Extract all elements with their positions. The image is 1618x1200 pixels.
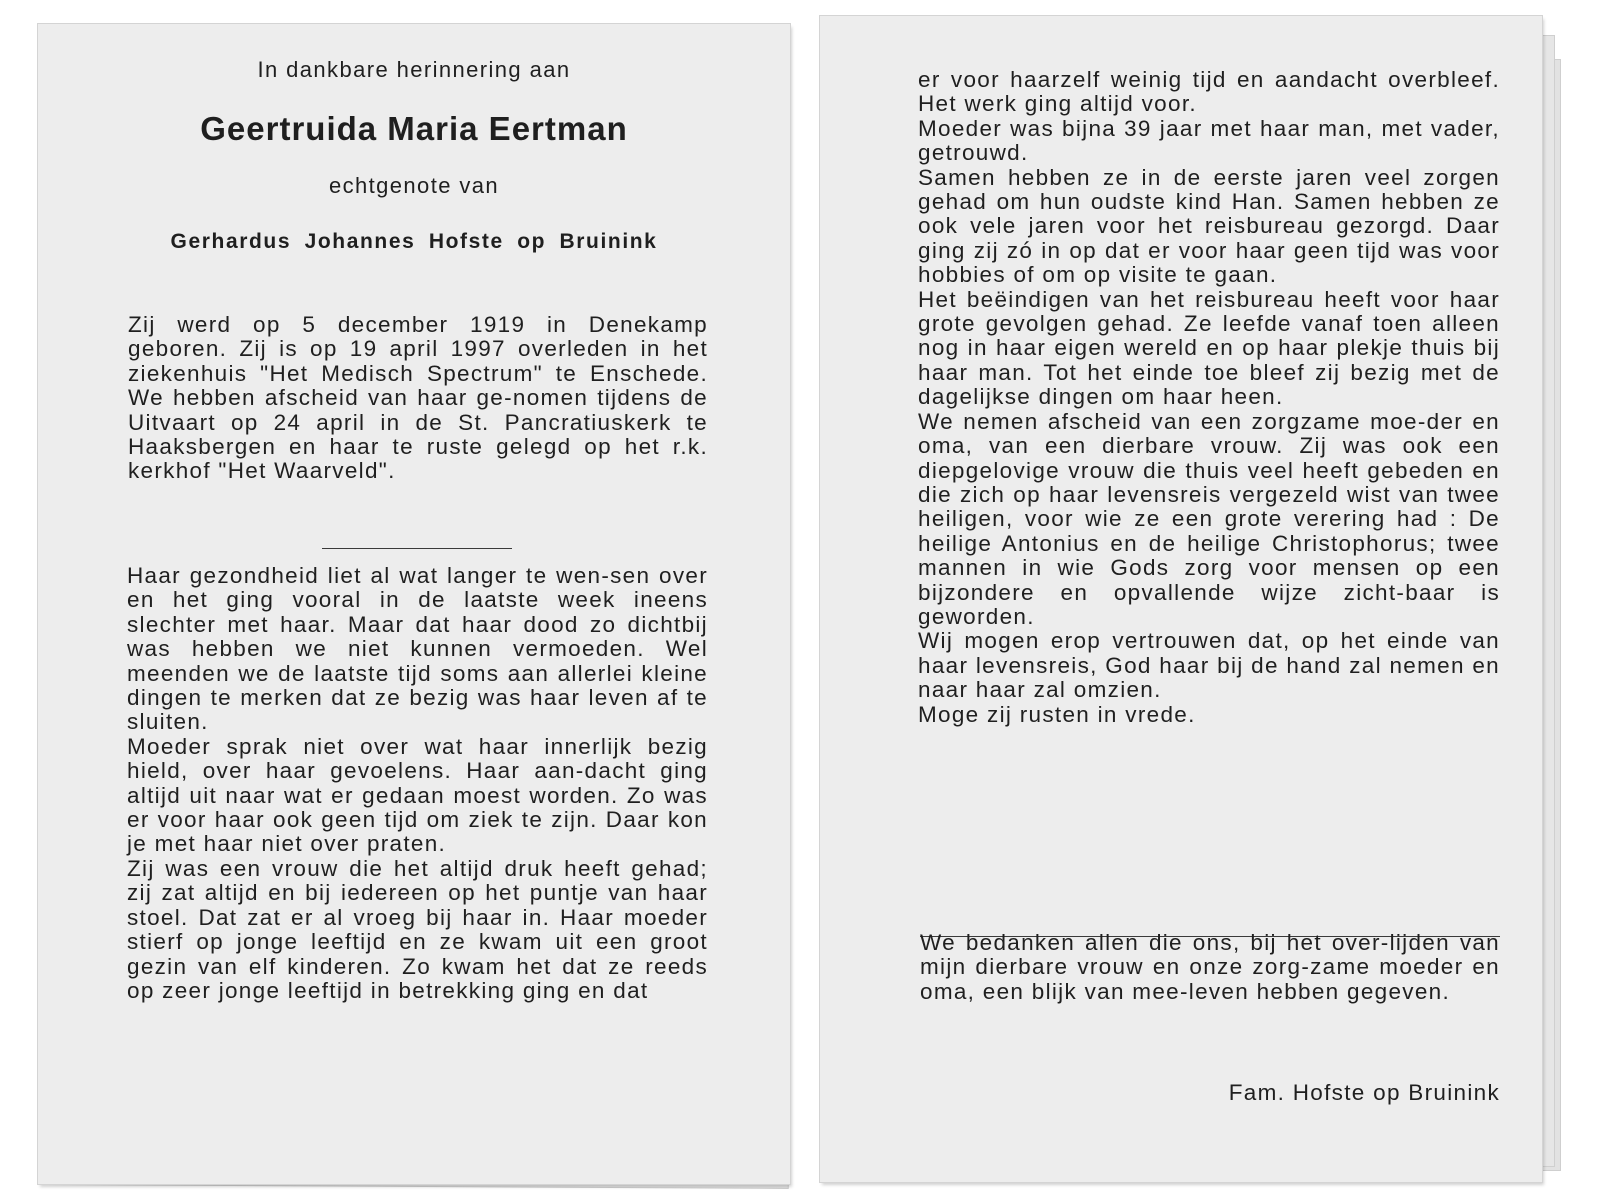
deceased-name: Geertruida Maria Eertman <box>200 110 628 147</box>
intro-line: In dankbare herinnering aan <box>257 57 571 82</box>
story-paragraph: Wij mogen erop vertrouwen dat, op het einde van haar levensreis, God haar bij de hand zal nemen en naar haar zal omzien. <box>918 628 1500 703</box>
spouse-name: Gerhardus Johannes Hofste op Bruinink <box>170 230 658 253</box>
spouse-of-label: echtgenote van <box>328 173 500 198</box>
story-paragraph: Het beëindigen van het reisbureau heeft voor haar grote gevolgen gehad. Ze leefde vanaf toen alleen nog in haar eigen wereld en op haar plekje thuis bij haar man. Tot het einde toe bleef zij bezig met de dagelijkse dingen om haar heen. <box>918 286 1500 410</box>
story-paragraph: Moge zij rusten in vrede. <box>918 701 1196 727</box>
thanks-text: We bedanken allen die ons, bij het over-lijden van mijn dierbare vrouw en onze zorg-zame moeder en oma, een blijk van mee-leven hebben gegeven. <box>920 930 1500 1004</box>
left-divider <box>322 548 512 549</box>
family-signature: Fam. Hofste op Bruinink <box>1228 1080 1500 1105</box>
story-section <box>918 68 1500 727</box>
story-paragraph: Moeder was bijna 39 jaar met haar man, met vader, getrouwd. <box>918 115 1500 166</box>
bio-paragraph: Zij was een vrouw die het altijd druk heeft gehad; zij zat altijd en bij iedereen op het puntje van haar stoel. Dat zat er al vroeg bij haar in. Haar moeder stierf op jonge leeftijd en ze kwam uit een groot gezin van elf kinderen. Zo kwam het dat ze reeds op zeer jonge leeftijd in betrekking ging en dat <box>127 855 708 1003</box>
thanks-section <box>920 931 1500 1004</box>
bio-paragraph: Moeder sprak niet over wat haar innerlijk bezig hield, over haar gevoelens. Haar aan-dacht ging altijd uit naar wat er gedaan moest worden. Zo was er voor haar ook geen tijd om ziek te zijn. Daar kon je met haar niet over praten. <box>127 733 708 857</box>
biography-section <box>127 564 708 1003</box>
bio-paragraph: Haar gezondheid liet al wat langer te wen-sen over en het ging vooral in de laatste week ineens slechter met haar. Maar dat haar dood zo dichtbij was hebben we niet kunnen vermoeden. Wel meenden we de laatste tijd soms aan allerlei kleine dingen te merken dat ze bezig was haar leven af te sluiten. <box>127 563 708 735</box>
birth-death-text: Zij werd op 5 december 1919 in Denekamp geboren. Zij is op 19 april 1997 overleden in het ziekenhuis "Het Medisch Spectrum" te Enschede. We hebben afscheid van haar ge-nomen tijdens de Uitvaart op 24 april in de St. Pancratiuskerk te Haaksbergen en haar te ruste gelegd op het r.k. kerkhof "Het Waarveld". <box>128 312 708 484</box>
birth-death-paragraph <box>128 313 708 484</box>
story-paragraph: er voor haarzelf weinig tijd en aandacht overbleef. Het werk ging altijd voor. <box>918 67 1500 117</box>
story-paragraph: Samen hebben ze in de eerste jaren veel zorgen gehad om hun oudste kind Han. Samen hebben ze ook vele jaren voor het reisbureau gezorgd. Daar ging zij zó in op dat er voor haar geen tijd was voor hobbies of om op visite te gaan. <box>918 164 1500 288</box>
story-paragraph: We nemen afscheid van een zorgzame moe-der en oma, van een dierbare vrouw. Zij was ook een diepgelovige vrouw die thuis veel heeft gebeden en die zich op haar levensreis vergezeld wist van twee heiligen, voor wie ze een grote verering had : De heilige Antonius en de heilige Christophorus; twee mannen in wie Gods zorg voor mensen op een bijzondere en opvallende wijze zicht-baar is geworden. <box>918 408 1500 629</box>
